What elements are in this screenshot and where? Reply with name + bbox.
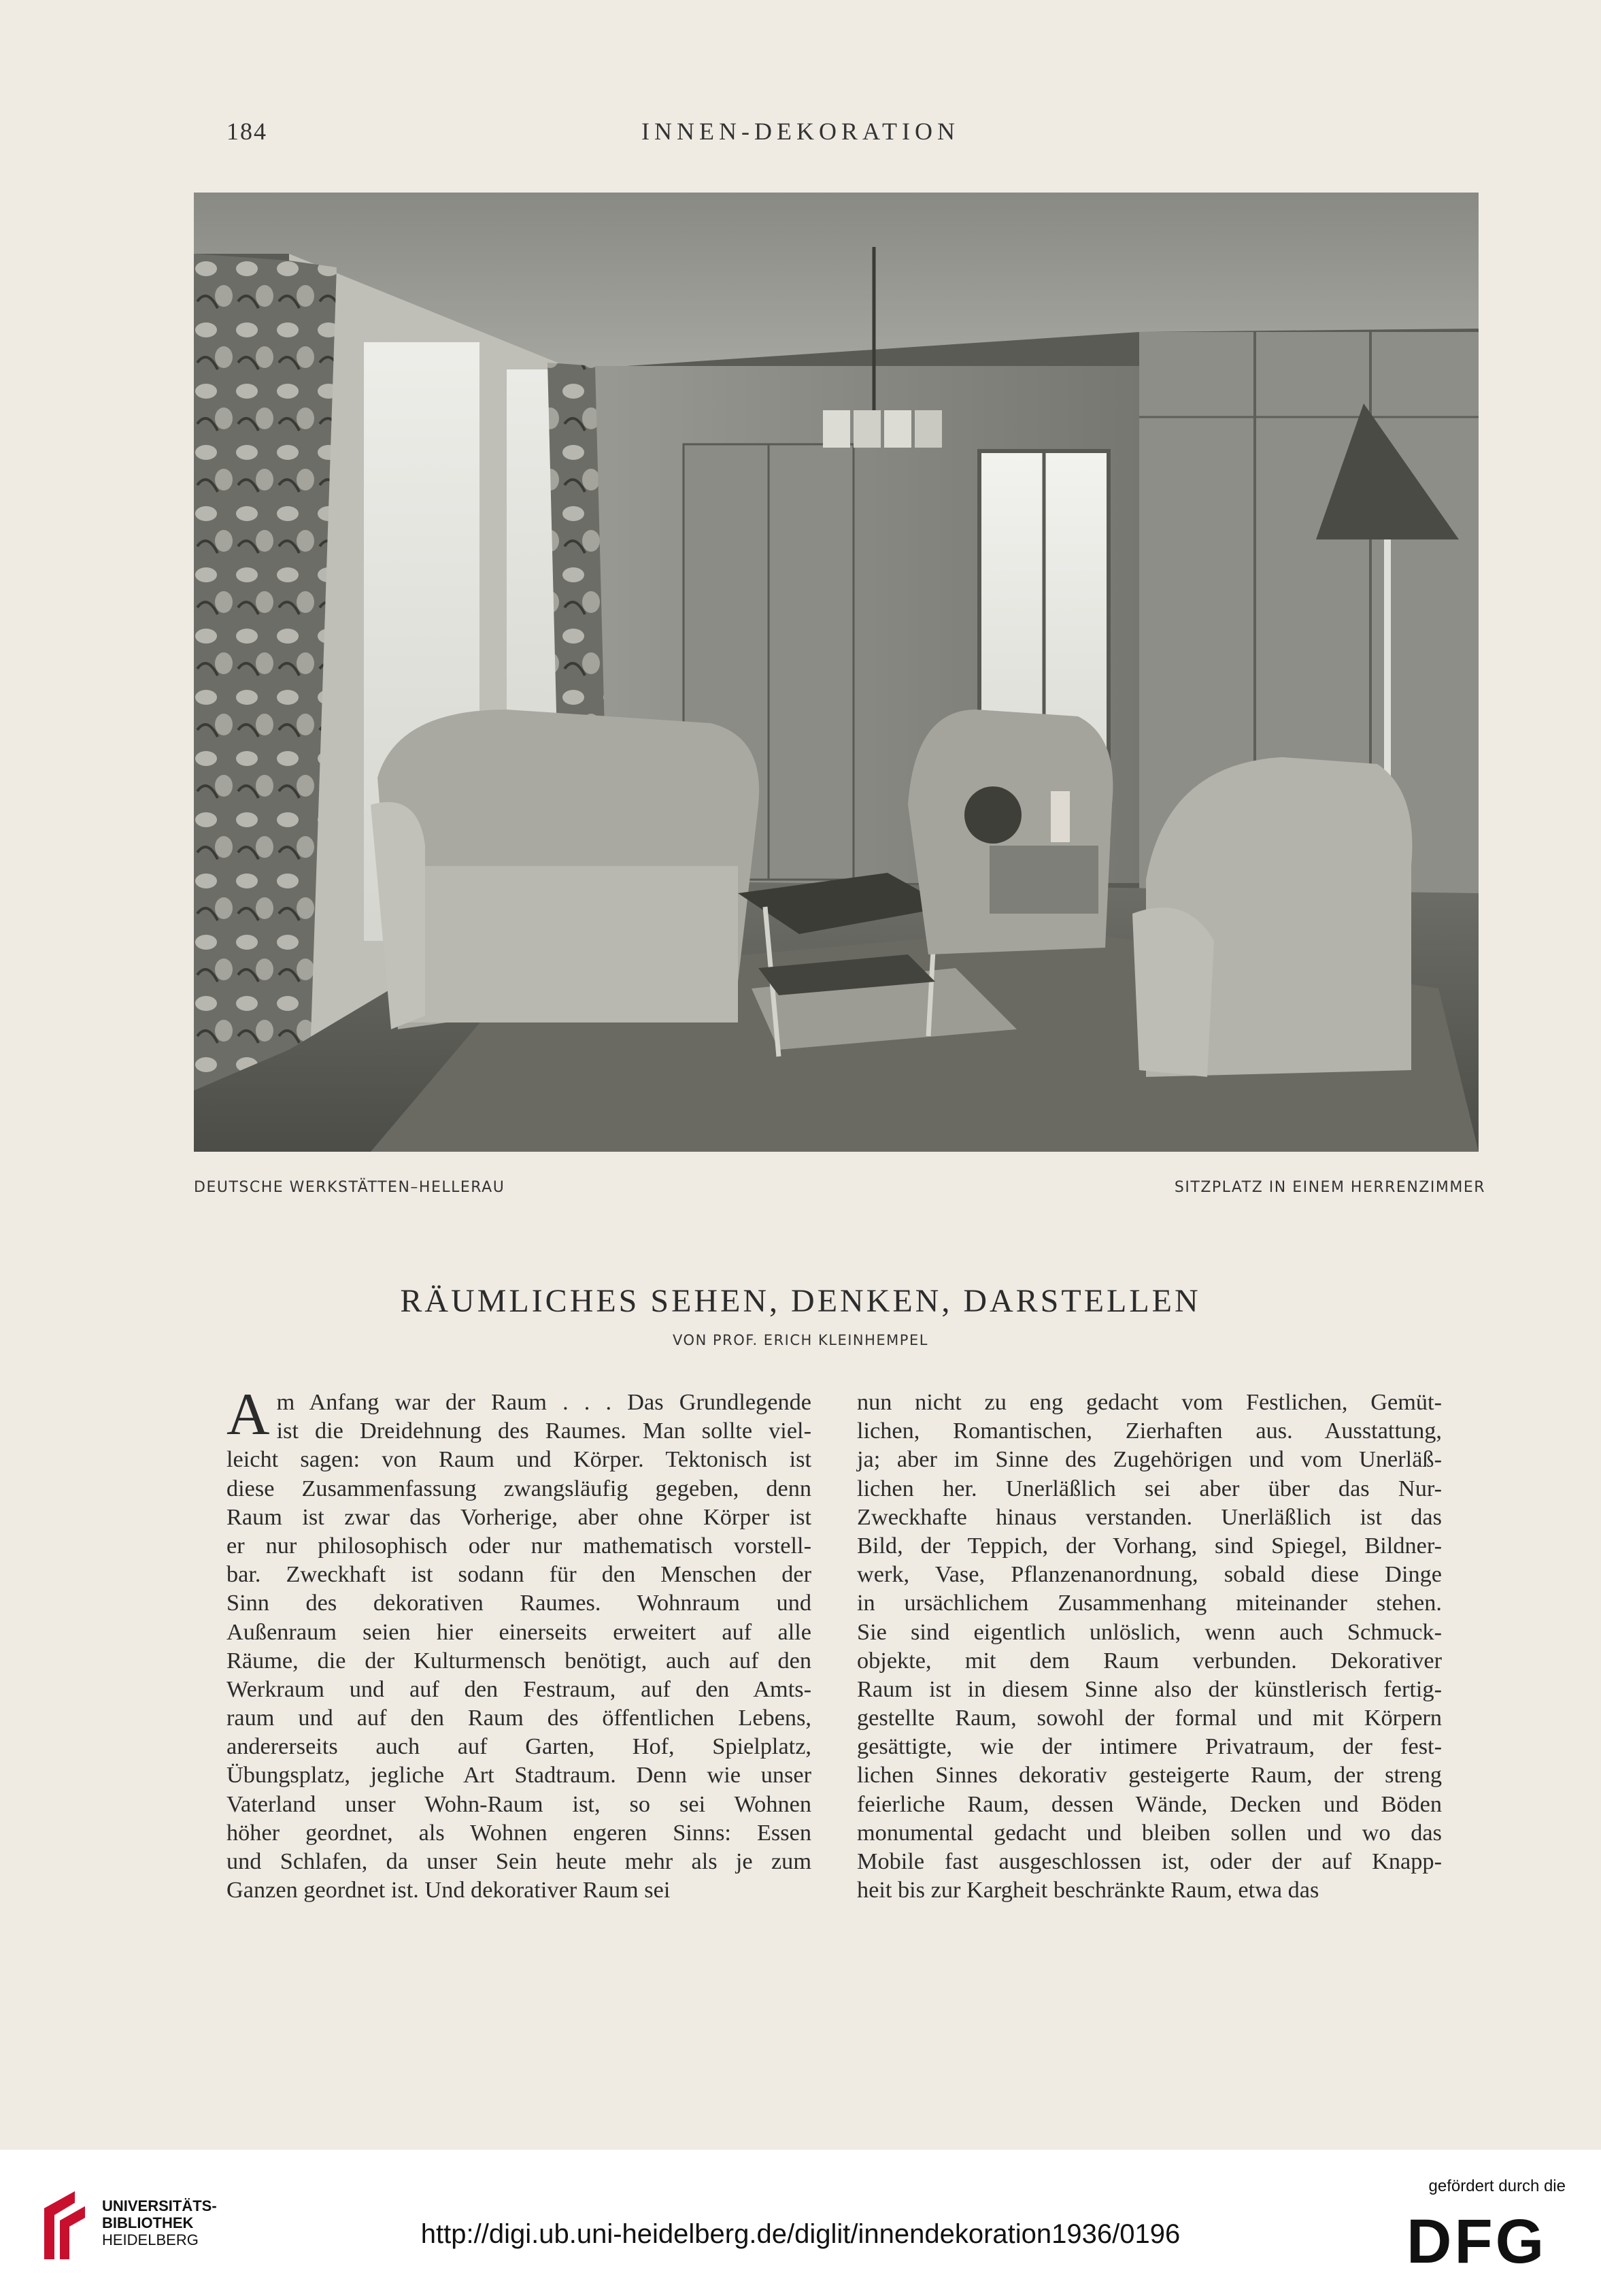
text-line: Vaterland unser Wohn-Raum ist, so sei Wohnen [226, 1791, 811, 1817]
journal-title: INNEN-DEKORATION [641, 118, 960, 145]
library-name-line-2: BIBLIOTHEK [102, 2214, 194, 2231]
text-line: Zweckhafte hinaus verstanden. Unerläßlich ist das [857, 1503, 1442, 1530]
page-number: 184 [226, 118, 267, 145]
text-line: m Anfang war der Raum . . . Das Grundlegende [276, 1389, 811, 1415]
text-line: gestellte Raum, sowohl der formal und mit Körpern [857, 1705, 1442, 1731]
text-line: monumental gedacht und bleiben sollen und wo das [857, 1819, 1442, 1846]
text-line: in ursächlichem Zusammenhang miteinander stehen. [857, 1590, 1442, 1616]
text-line: Außenraum seien hier einerseits erweitert auf alle [226, 1618, 811, 1645]
library-name-line-1: UNIVERSITÄTS- [102, 2197, 217, 2214]
text-line: raum und auf den Raum des öffentlichen Lebens, [226, 1705, 811, 1731]
library-name-line-3: HEIDELBERG [102, 2231, 199, 2248]
text-line: bar. Zweckhaft ist sodann für den Menschen der [226, 1561, 811, 1588]
text-line: Sinn des dekorativen Raumes. Wohnraum und [226, 1590, 811, 1616]
text-line: Raum ist in diesem Sinne also der künstlerisch fertig- [857, 1676, 1442, 1702]
digital-collection-link[interactable]: http://digi.ub.uni-heidelberg.de/diglit/innendekoration1936/0196 [420, 2219, 1181, 2249]
article-byline: VON PROF. ERICH KLEINHEMPEL [673, 1332, 928, 1348]
text-line: ja; aber im Sinne des Zugehörigen und vom Unerläß- [857, 1446, 1442, 1473]
text-line: Raum ist zwar das Vorherige, aber ohne Körper ist [226, 1503, 811, 1530]
text-line: nun nicht zu eng gedacht vom Festlichen, Gemüt- [857, 1389, 1442, 1415]
text-line: leicht sagen: von Raum und Körper. Tektonisch ist [226, 1446, 811, 1473]
drop-cap: A [226, 1382, 270, 1448]
text-line: diese Zusammenfassung zwangsläufig gegeben, denn [226, 1475, 811, 1501]
text-line: feierliche Raum, dessen Wände, Decken und Böden [857, 1791, 1442, 1817]
text-line: Bild, der Teppich, der Vorhang, sind Spiegel, Bildner- [857, 1532, 1442, 1559]
dfg-logo-icon [1406, 2212, 1563, 2268]
running-head [0, 117, 1601, 151]
text-line: werk, Vase, Pflanzenanordnung, sobald diese Dinge [857, 1561, 1442, 1588]
text-line: Ganzen geordnet ist. Und dekorativer Raum sei [226, 1877, 671, 1903]
text-line: lichen her. Unerläßlich sei aber über das Nur- [857, 1475, 1442, 1501]
text-line: und Schlafen, da unser Sein heute mehr als je zum [226, 1848, 811, 1874]
figure-caption-credit: DEUTSCHE WERKSTÄTTEN–HELLERAU [194, 1179, 505, 1196]
text-line: höher geordnet, als Wohnen engeren Sinns: Essen [226, 1819, 811, 1846]
sponsor-text: gefördert durch die [1428, 2177, 1566, 2195]
text-line: Sie sind eigentlich unlöslich, wenn auch Schmuck- [857, 1618, 1442, 1645]
room-photo-illustration [194, 193, 1479, 1152]
text-line: lichen, Romantischen, Zierhaften aus. Ausstattung, [857, 1418, 1442, 1444]
interior-photograph [194, 193, 1479, 1152]
text-column-right [857, 1388, 1442, 1904]
digitization-footer [0, 2150, 1601, 2296]
text-line: heit bis zur Kargheit beschränkte Raum, etwa das [857, 1877, 1319, 1903]
text-line: Werkraum und auf den Festraum, auf den Amts- [226, 1676, 811, 1702]
text-line: Räume, die der Kulturmensch benötigt, auch auf den [226, 1647, 811, 1674]
article-title: RÄUMLICHES SEHEN, DENKEN, DARSTELLEN [400, 1283, 1201, 1319]
left-column-lines [226, 1382, 811, 1904]
text-line: Übungsplatz, jegliche Art Stadtraum. Denn wie unser [226, 1762, 811, 1788]
text-column-left [226, 1382, 811, 1904]
text-line: gesättigte, wie der intimere Privatraum, der fest- [857, 1733, 1442, 1760]
text-line: andererseits auch auf Garten, Hof, Spielplatz, [226, 1733, 811, 1760]
dfg-logo-text: DFG [1406, 2212, 1547, 2268]
right-column-lines [857, 1388, 1442, 1904]
text-line: er nur philosophisch oder nur mathematisch vorstell- [226, 1532, 811, 1559]
figure-caption-title: SITZPLATZ IN EINEM HERRENZIMMER [1174, 1179, 1485, 1196]
text-line: Mobile fast ausgeschlossen ist, oder der auf Knapp- [857, 1848, 1442, 1874]
text-line: lichen Sinnes dekorativ gesteigerte Raum, der streng [857, 1762, 1442, 1788]
text-line: objekte, mit dem Raum verbunden. Dekorativer [857, 1647, 1442, 1674]
text-line: ist die Dreidehnung des Raumes. Man sollte viel- [276, 1418, 811, 1444]
